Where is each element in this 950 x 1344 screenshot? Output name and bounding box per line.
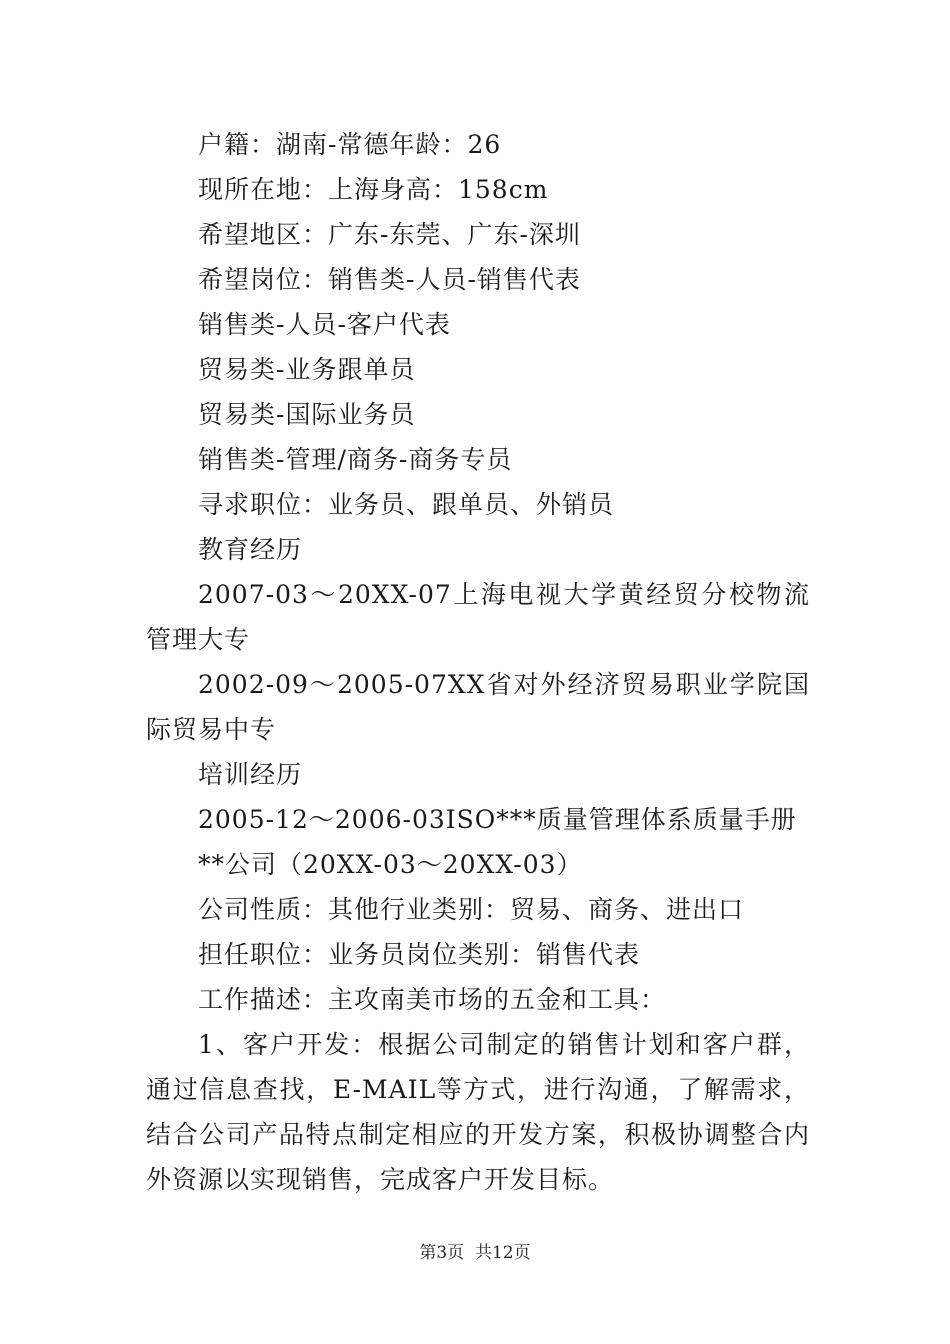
company-nature-line: 公司性质：其他行业类别：贸易、商务、进出口	[198, 895, 745, 924]
position-option-line: 贸易类-国际业务员	[198, 400, 416, 429]
desired-position-line: 希望岗位：销售类-人员-销售代表	[198, 265, 581, 294]
document-body	[146, 122, 810, 1202]
training-heading: 培训经历	[198, 760, 303, 789]
location-height-line: 现所在地：上海身高：158cm	[198, 175, 549, 204]
job-title-line: 担任职位：业务员岗位类别：销售代表	[198, 940, 641, 969]
training-entry: 2005-12～2006-03ISO***质量管理体系质量手册	[198, 805, 797, 834]
position-option-line: 销售类-人员-客户代表	[198, 310, 451, 339]
page-footer	[0, 1242, 950, 1264]
company-line: **公司（20XX-03～20XX-03）	[198, 850, 583, 879]
position-option-line: 贸易类-业务跟单员	[198, 355, 416, 384]
page-number: 第3页 共12页	[419, 1243, 531, 1263]
education-entry: 2007-03～20XX-07上海电视大学黄经贸分校物流管理大专	[146, 580, 810, 654]
desired-region-line: 希望地区：广东-东莞、广东-深圳	[198, 220, 581, 249]
sought-job-line: 寻求职位：业务员、跟单员、外销员	[198, 490, 615, 519]
work-description-line: 工作描述：主攻南美市场的五金和工具：	[198, 985, 667, 1014]
position-option-line: 销售类-管理/商务-商务专员	[198, 445, 513, 474]
duty-paragraph: 1、客户开发：根据公司制定的销售计划和客户群，通过信息查找，E-MAIL等方式，进行沟通，了解需求，结合公司产品特点制定相应的开发方案，积极协调整合内外资源以实现销售，完成客户开发目标。	[146, 1030, 810, 1194]
education-heading: 教育经历	[198, 535, 303, 564]
education-entry: 2002-09～2005-07XX省对外经济贸易职业学院国际贸易中专	[146, 670, 810, 744]
hukou-age-line: 户籍：湖南-常德年龄：26	[198, 130, 502, 159]
